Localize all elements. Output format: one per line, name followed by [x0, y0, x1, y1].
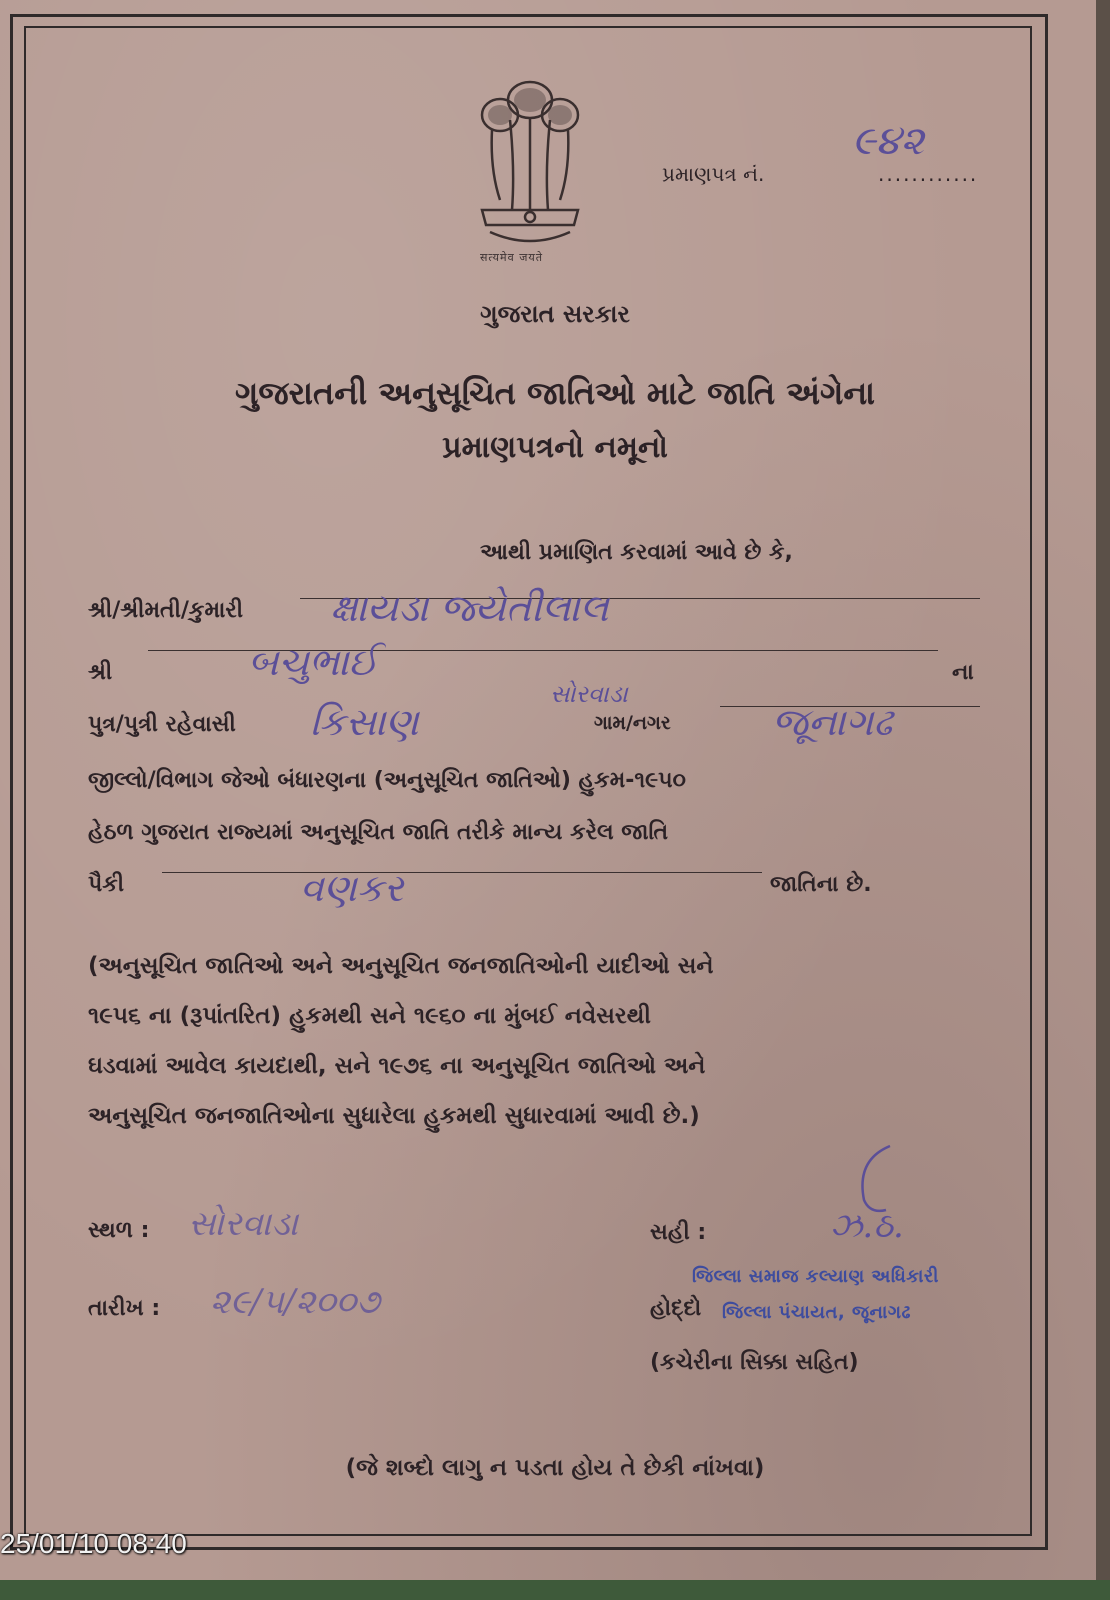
certificate-number-dots: ............ — [878, 162, 979, 186]
caste-prefix: પૈકી — [88, 872, 125, 897]
date-label: તારીખ : — [88, 1296, 161, 1321]
father-label: શ્રી — [88, 660, 113, 685]
name-value: ક્ષાયડા જ્યેતીલાલ — [330, 586, 609, 630]
caste-value: વણકર — [300, 866, 404, 910]
note-line-4: અનુસૂચિત જનજાતિઓના સુધારેલા હુકમથી સુધારવામાં આવી છે.) — [88, 1103, 700, 1129]
signature-value: ઝ.ઠ. — [830, 1206, 904, 1246]
footer-note: (જે શબ્દો લાગુ ન પડતા હોય તે છેકી નાંખવા) — [345, 1455, 765, 1481]
father-suffix: ના — [952, 660, 974, 685]
ashoka-lion-emblem-icon — [470, 60, 590, 260]
village-label: ગામ/નગર — [594, 712, 671, 734]
stamp-line-1: જિલ્લા સમાજ કલ્યાણ અધિકારી — [692, 1266, 939, 1287]
seal-note: (કચેરીના સિક્કા સહિત) — [650, 1350, 859, 1375]
title-line-2: પ્રમાણપત્રનો નમૂનો — [442, 430, 668, 465]
certificate-number-value: ૯૪૨ — [852, 118, 924, 164]
certificate-number-label: પ્રમાણપત્ર નં. — [662, 162, 765, 186]
caste-suffix: જાતિના છે. — [770, 872, 872, 897]
body-line-4: જીલ્લો/વિભાગ જેઓ બંધારણના (અનુસૂચિત જાતિઓ) હુકમ-૧૯૫૦ — [88, 768, 686, 793]
title-line-1: ગુજરાતની અનુસૂચિત જાતિઓ માટે જાતિ અંગેના — [234, 374, 876, 412]
stamp-line-2: જિલ્લા પંચાયત, જૂનાગઢ — [722, 1302, 911, 1323]
resident-label: પુત્ર/પુત્રી રહેવાસી — [88, 712, 236, 737]
place-value: સોરવાડા — [188, 1204, 299, 1244]
government-heading: ગુજરાત સરકાર — [480, 300, 630, 328]
photo-timestamp: 25/01/10 08:40 — [0, 1528, 187, 1559]
district-value: જૂનાગઢ — [772, 700, 893, 744]
background-cloth — [0, 1580, 1110, 1600]
note-line-1: (અનુસૂચિત જાતિઓ અને અનુસૂચિત જનજાતિઓની યાદીઓ સને — [88, 953, 714, 979]
certify-text: આથી પ્રમાણિત કરવામાં આવે છે કે, — [480, 540, 793, 565]
note-line-3: ઘડવામાં આવેલ કાયદાથી, સને ૧૯૭૬ ના અનુસૂચિત જાતિઓ અને — [88, 1053, 706, 1079]
caste-underline — [162, 872, 762, 873]
resident-value: કિસાણ — [310, 700, 419, 744]
note-line-2: ૧૯૫૬ ના (રૂપાંતરિત) હુકમથી સને ૧૯૬૦ ના મુંબઈ નવેસરથી — [88, 1003, 651, 1029]
emblem-motto: सत्यमेव जयते — [480, 251, 544, 264]
father-value: બચુભાઈ — [248, 640, 378, 684]
name-label: શ્રી/શ્રીમતી/કુમારી — [88, 598, 244, 623]
place-label: સ્થળ : — [88, 1218, 150, 1243]
designation-label: હોદ્દો — [650, 1296, 702, 1321]
date-value: ૨૯/૫/૨૦૦૭ — [210, 1282, 380, 1322]
body-line-5: હેઠળ ગુજરાત રાજ્યમાં અનુસૂચિત જાતિ તરીકે માન્ય કરેલ જાતિ — [88, 820, 669, 845]
signature-label: સહી : — [650, 1220, 707, 1245]
village-name-above: સોરવાડા — [550, 680, 628, 708]
